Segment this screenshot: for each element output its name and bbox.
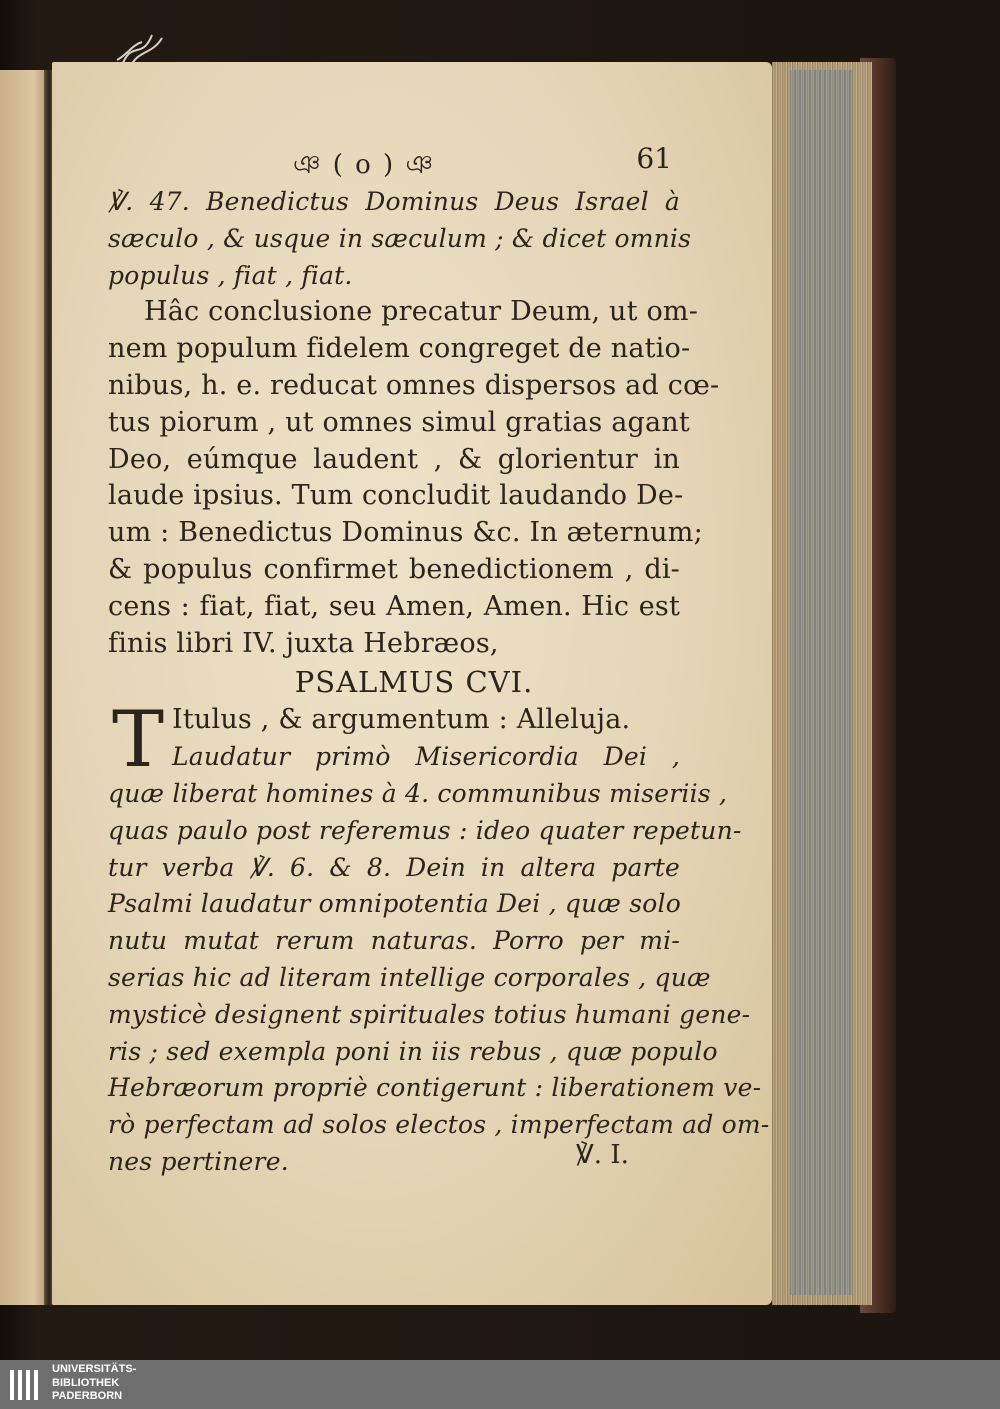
- argument-line: Psalmi laudatur omnipotentia Dei , quæ solo: [108, 889, 681, 919]
- argument-line: nutu mutat rerum naturas. Porro per mi-: [108, 926, 680, 956]
- library-logo-icon: [8, 1368, 44, 1402]
- argument-line: tur verba ℣. 6. & 8. Dein in altera parte: [108, 852, 680, 882]
- header-ornament: ঞ ( o ) ঞ: [293, 150, 435, 180]
- argument-line: rò perfectam ad solos electos , imperfectam ad om-: [108, 1110, 770, 1140]
- library-logo-text: [52, 1363, 136, 1404]
- argument-line: quæ liberat homines à 4. communibus miseriis ,: [108, 778, 728, 808]
- argument-line: Itulus , & argumentum : Alleluja.: [172, 704, 631, 736]
- verse-line: populus , fiat , fiat.: [108, 260, 353, 290]
- argument-line: Hebræorum propriè contigerunt : liberationem ve-: [108, 1073, 762, 1103]
- page-text: [108, 140, 770, 1181]
- argument-line: ris ; sed exempla poni in iis rebus , quæ populo: [108, 1036, 718, 1066]
- blue-page-edge-stain: [790, 70, 852, 1295]
- page-number: 61: [636, 142, 672, 175]
- commentary-line: cens : fiat, fiat, seu Amen, Amen. Hic est: [108, 590, 680, 622]
- running-header: [108, 140, 680, 184]
- logo-line: BIBLIOTHEK: [52, 1376, 120, 1389]
- commentary-line: nibus, h. e. reducat omnes dispersos ad cœ-: [108, 369, 720, 401]
- commentary-line: nem populum fidelem congreget de natio-: [108, 333, 691, 365]
- argument-line: Laudatur primò Misericordia Dei ,: [172, 742, 680, 772]
- commentary-line: um : Benedictus Dominus &c. In æternum;: [108, 517, 703, 549]
- argument-line: quas paulo post referemus : ideo quater repetun-: [108, 815, 742, 845]
- verse-line: sæculo , & usque in sæculum ; & dicet omnis: [108, 223, 692, 253]
- commentary-line: laude ipsius. Tum concludit laudando De-: [108, 480, 684, 512]
- commentary-line: finis libri IV. juxta Hebræos,: [108, 627, 499, 659]
- commentary-block: [108, 294, 720, 662]
- commentary-line: Deo, eúmque laudent , & glorientur in: [108, 443, 680, 475]
- psalm-title: PSALMUS CVI.: [294, 665, 534, 700]
- argument-line: nes pertinere.: [108, 1146, 289, 1176]
- logo-line: UNIVERSITÄTS-: [52, 1363, 137, 1375]
- commentary-line: tus piorum , ut omnes simul gratias agant: [108, 406, 690, 438]
- left-page-edge: [0, 70, 48, 1305]
- commentary-line: & populus confirmet benedictionem , di-: [108, 553, 680, 585]
- argument-line: serias hic ad literam intellige corporales , quæ: [108, 962, 711, 992]
- drop-cap: T: [112, 695, 165, 786]
- verse-line: ℣. 47. Benedictus Dominus Deus Israel à: [108, 187, 680, 216]
- verse-block: [108, 184, 692, 294]
- argument-block: [108, 695, 770, 1180]
- commentary-line: Hâc conclusione precatur Deum, ut om-: [144, 296, 699, 328]
- argument-line: mysticè designent spirituales totius humani gene-: [108, 999, 751, 1029]
- logo-line: PADERBORN: [52, 1390, 123, 1402]
- library-footer: [0, 1360, 1000, 1409]
- catchword: ℣. I.: [576, 1140, 629, 1170]
